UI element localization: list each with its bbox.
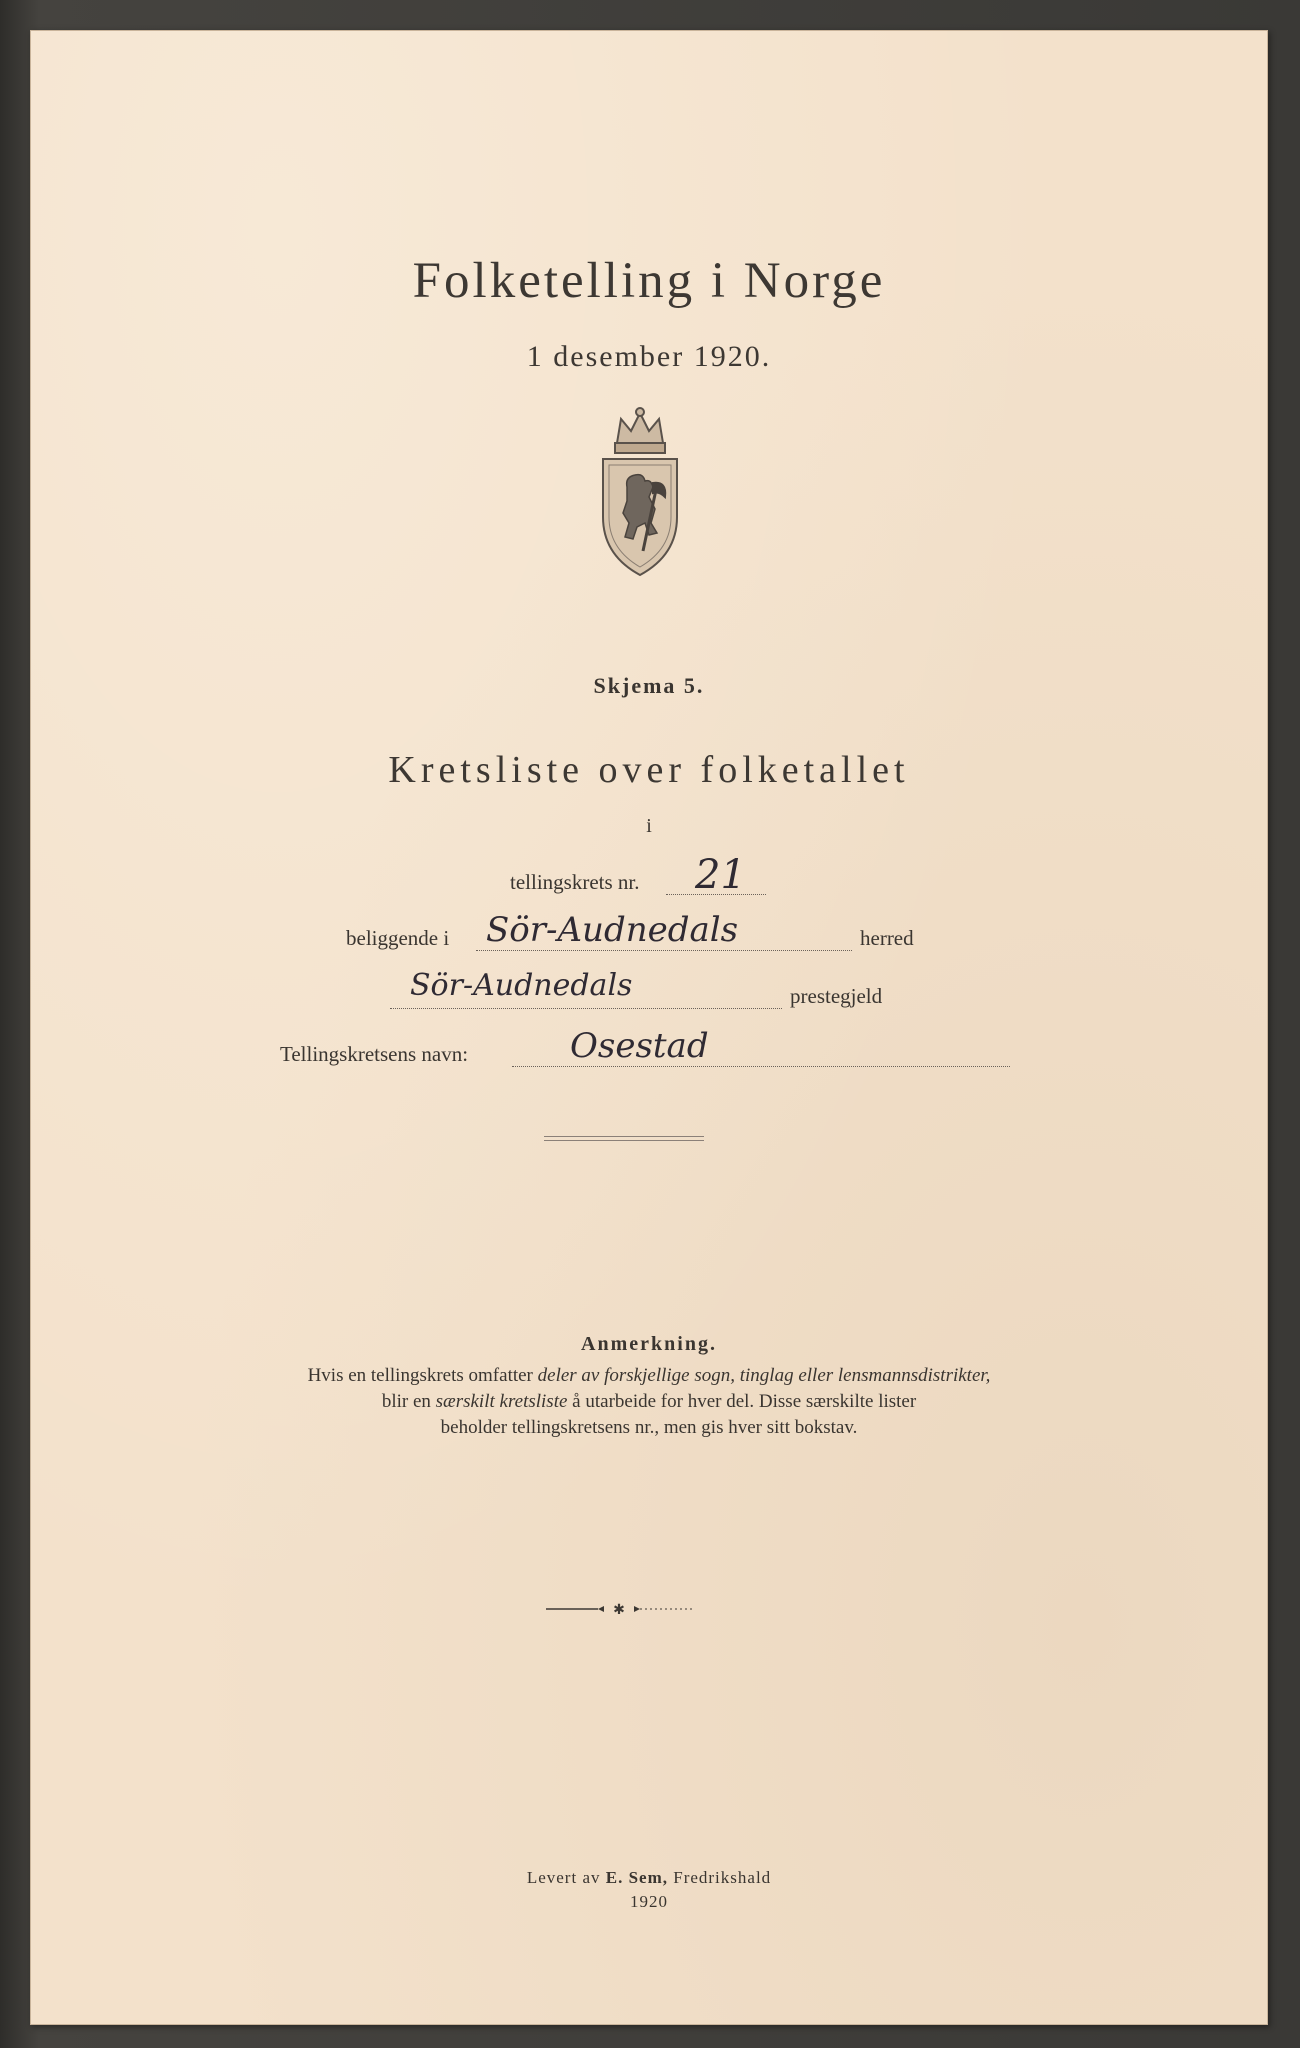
note-text: Hvis en tellingskrets omfatter — [307, 1365, 538, 1386]
field-prestegjeld — [390, 968, 990, 1018]
note-heading: Anmerkning. — [581, 1333, 717, 1355]
field-label-herred: herred — [860, 926, 914, 950]
field-label-prestegjeld: prestegjeld — [790, 984, 883, 1008]
note-text-italic: særskilt kretsliste — [435, 1391, 568, 1412]
note-text: blir en — [381, 1391, 436, 1412]
census-date: 1 desember 1920. — [526, 340, 772, 373]
census-form-page — [30, 30, 1268, 2025]
field-krets-name — [280, 1026, 1040, 1076]
printer-name: E. Sem, — [605, 1868, 668, 1887]
fill-line — [476, 950, 852, 951]
fill-line — [390, 1008, 782, 1009]
handwritten-krets-number: 21 — [695, 852, 746, 898]
handwritten-herred: Sör-Audnedals — [486, 910, 739, 950]
field-label-navn: Tellingskretsens navn: — [280, 1042, 469, 1066]
page-title: Folketelling i Norge — [412, 253, 886, 309]
printer-year: 1920 — [630, 1892, 668, 1911]
note-line-3: beholder tellingskretsens nr., men gis hver sitt bokstav. — [440, 1417, 858, 1438]
divider-ornament-icon — [546, 1602, 692, 1616]
schema-label: Skjema 5. — [593, 673, 705, 698]
printer-credit — [30, 1868, 1268, 1888]
form-subtitle: Kretsliste over folketallet — [388, 749, 910, 791]
field-label-krets: tellingskrets nr. — [510, 870, 640, 894]
field-krets-number — [510, 852, 810, 900]
norwegian-coat-of-arms-icon — [591, 405, 689, 580]
fill-line — [512, 1066, 1010, 1067]
note-line-2 — [30, 1390, 1268, 1414]
field-herred — [346, 910, 986, 960]
printer-place: Fredrikshald — [667, 1868, 772, 1887]
field-label-beliggende: beliggende i — [346, 926, 450, 950]
handwritten-prestegjeld: Sör-Audnedals — [410, 968, 633, 1003]
handwritten-krets-name: Osestad — [570, 1026, 709, 1066]
printer-prefix: Levert av — [526, 1868, 606, 1887]
connector-word: i — [646, 815, 652, 837]
double-rule-divider — [544, 1136, 704, 1141]
note-line-1 — [30, 1364, 1268, 1388]
svg-text:✱: ✱ — [613, 1602, 625, 1616]
note-text-italic: deler av forskjellige sogn, tinglag eller lensmannsdistrikter, — [537, 1365, 991, 1386]
note-text: å utarbeide for hver del. Disse særskilte lister — [567, 1391, 917, 1412]
